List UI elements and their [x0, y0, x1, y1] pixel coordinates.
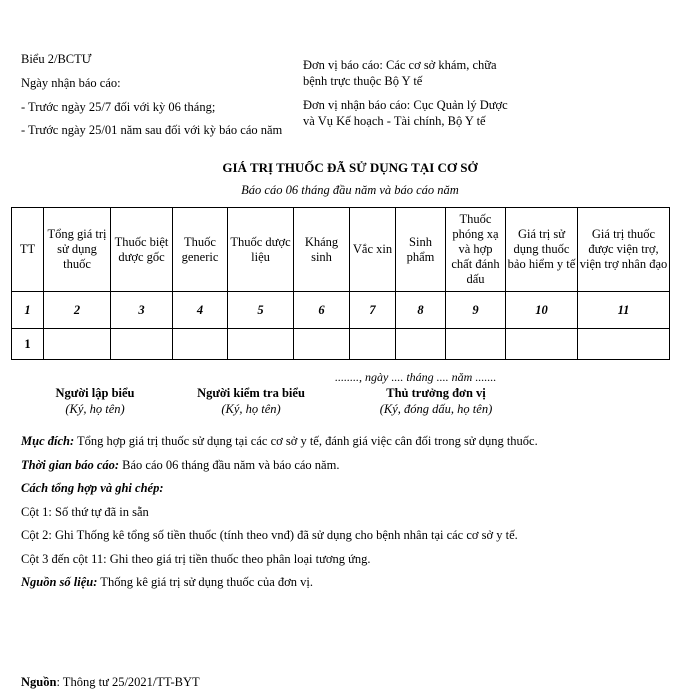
table-cell — [228, 329, 294, 360]
signature-sub: (Ký, họ tên) — [221, 402, 281, 416]
receive-date-six-month: - Trước ngày 25/7 đối với kỳ 06 tháng; — [21, 100, 216, 114]
column-number: 10 — [506, 292, 578, 329]
column-number: 7 — [350, 292, 396, 329]
col2-note: Cột 2: Ghi Thống kê tổng số tiền thuốc (tính theo vnđ) đã sử dụng cho bệnh nhân tại các cơ sở y tế. — [21, 528, 518, 542]
header-cell: Tổng giá trị sử dụng thuốc — [44, 208, 111, 292]
column-number-row — [12, 292, 670, 329]
column-number: 3 — [111, 292, 173, 329]
table-cell — [396, 329, 446, 360]
table-cell — [578, 329, 670, 360]
signature-head — [356, 385, 516, 417]
time-note: Thời gian báo cáo: Báo cáo 06 tháng đầu năm và báo cáo năm. — [21, 457, 340, 472]
method-heading: Cách tổng hợp và ghi chép: — [21, 481, 164, 495]
signature-sub: (Ký, họ tên) — [65, 402, 125, 416]
table-cell — [173, 329, 228, 360]
table-cell — [111, 329, 173, 360]
footer-label: Nguồn — [21, 675, 57, 689]
instructions — [21, 430, 681, 595]
header-cell: Giá trị thuốc được viện trợ, viện trợ nhân đạo — [578, 208, 670, 292]
table-cell: 1 — [12, 329, 44, 360]
column-number: 1 — [12, 292, 44, 329]
col1-note: Cột 1: Số thứ tự đã in sẵn — [21, 504, 149, 519]
column-number: 11 — [578, 292, 670, 329]
unit-info — [303, 57, 563, 129]
signature-title: Người lập biểu — [55, 386, 135, 400]
header-cell: Vắc xin — [350, 208, 396, 292]
table-cell — [294, 329, 350, 360]
table-cell — [506, 329, 578, 360]
report-table — [11, 207, 670, 360]
receiving-unit-line1: Đơn vị nhận báo cáo: Cục Quản lý Dược — [303, 98, 508, 112]
column-number: 4 — [173, 292, 228, 329]
purpose-note: Mục đích: Tổng hợp giá trị thuốc sử dụng tại các cơ sở y tế, đánh giá việc cân đối trong sử dụng thuốc. — [21, 434, 538, 448]
column-number: 2 — [44, 292, 111, 329]
receive-date-label: Ngày nhận báo cáo: — [21, 76, 121, 90]
signature-checker — [183, 385, 319, 417]
signature-title: Thủ trưởng đơn vị — [386, 386, 486, 400]
header-cell: Kháng sinh — [294, 208, 350, 292]
receive-info — [21, 50, 301, 138]
signature-title: Người kiểm tra biểu — [197, 386, 305, 400]
header-cell: Sinh phẩm — [396, 208, 446, 292]
column-number: 5 — [228, 292, 294, 329]
header-cell: Thuốc generic — [173, 208, 228, 292]
reporting-unit-line2: bệnh trực thuộc Bộ Y tế — [303, 74, 423, 88]
source-note: Nguồn số liệu: Thống kê giá trị sử dụng thuốc của đơn vị. — [21, 575, 313, 589]
table-row — [12, 329, 670, 360]
footer-source — [21, 675, 200, 690]
reporting-unit-line1: Đơn vị báo cáo: Các cơ sở khám, chữa — [303, 58, 497, 72]
header-cell: Thuốc biệt dược gốc — [111, 208, 173, 292]
signature-sub: (Ký, đóng dấu, họ tên) — [379, 402, 493, 416]
header-cell: Giá trị sử dụng thuốc bảo hiểm y tế — [506, 208, 578, 292]
footer-text: : Thông tư 25/2021/TT-BYT — [56, 675, 200, 689]
form-code: Biểu 2/BCTƯ — [21, 52, 92, 66]
receiving-unit-line2: và Vụ Kế hoạch - Tài chính, Bộ Y tế — [303, 114, 486, 128]
column-number: 8 — [396, 292, 446, 329]
column-number: 9 — [446, 292, 506, 329]
col3-11-note: Cột 3 đến cột 11: Ghi theo giá trị tiền thuốc theo phân loại tương ứng. — [21, 551, 371, 566]
table-cell — [446, 329, 506, 360]
header-cell: TT — [12, 208, 44, 292]
table-cell — [44, 329, 111, 360]
report-subtitle: Báo cáo 06 tháng đầu năm và báo cáo năm — [241, 183, 459, 197]
receive-date-annual: - Trước ngày 25/01 năm sau đối với kỳ báo cáo năm — [21, 123, 283, 137]
column-number: 6 — [294, 292, 350, 329]
header-cell: Thuốc dược liệu — [228, 208, 294, 292]
report-title: GIÁ TRỊ THUỐC ĐÃ SỬ DỤNG TẠI CƠ SỞ — [222, 160, 478, 175]
table-cell — [350, 329, 396, 360]
signature-preparer — [40, 385, 150, 417]
header-cell: Thuốc phóng xạ và hợp chất đánh dấu — [446, 208, 506, 292]
date-line: ........, ngày .... tháng .... năm ....... — [335, 370, 497, 384]
